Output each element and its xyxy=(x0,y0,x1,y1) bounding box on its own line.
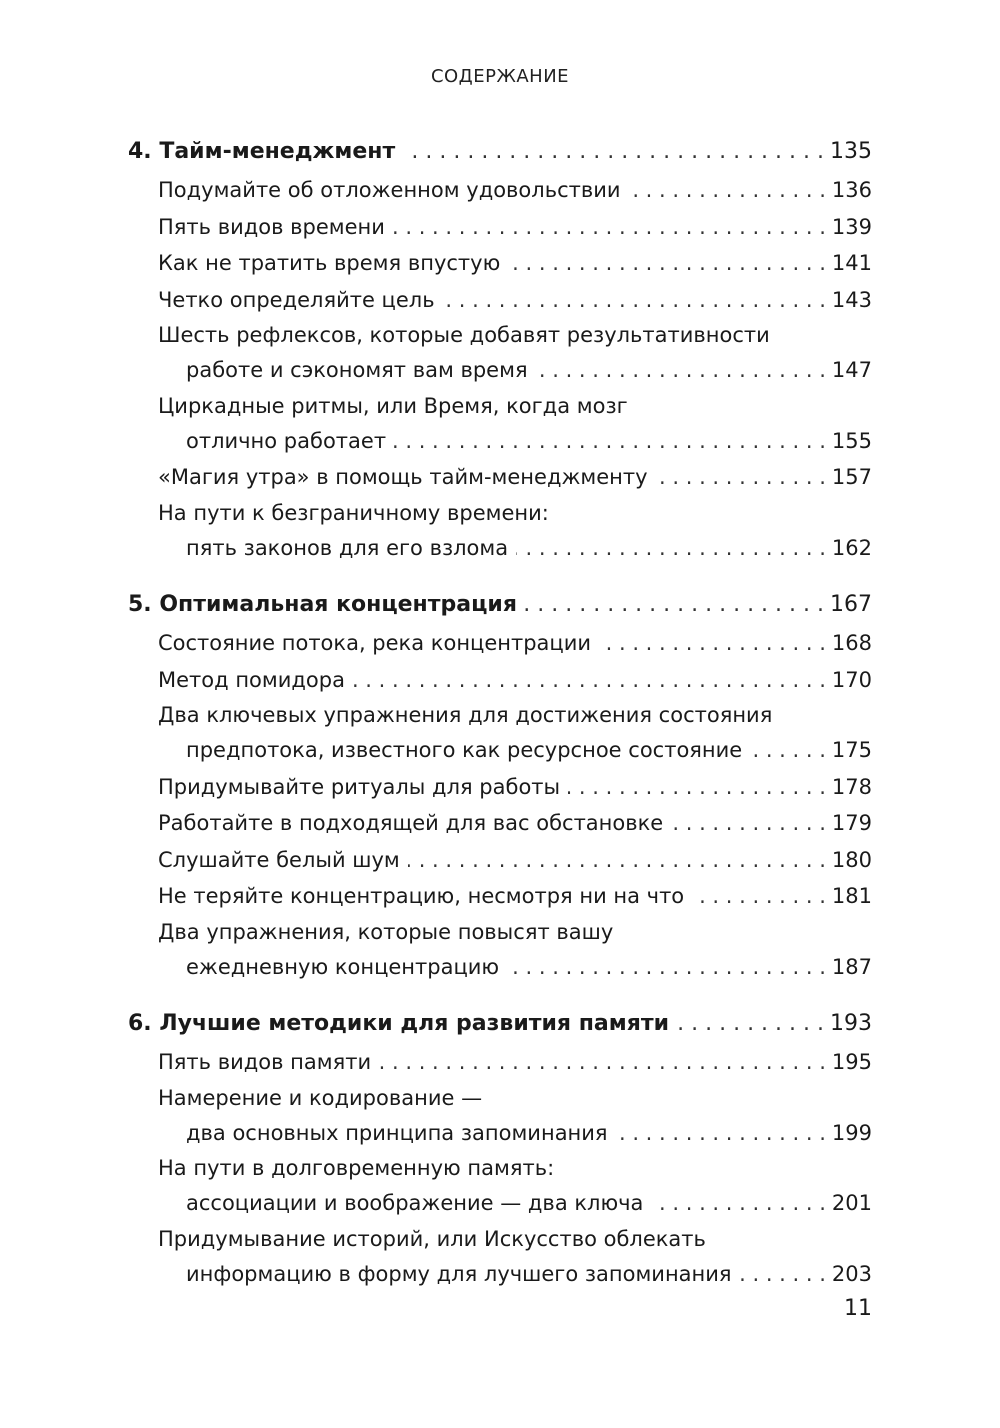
toc-entry-line xyxy=(158,949,872,986)
toc-entry[interactable] xyxy=(158,172,872,209)
toc-entry[interactable] xyxy=(158,1044,872,1081)
toc-entry-text: Состояние потока, река концентрации xyxy=(158,631,592,655)
toc-entry-text: Пять видов памяти xyxy=(158,1050,372,1074)
toc-entry-page-number: 143 xyxy=(831,287,872,312)
toc-entry-text: предпотока, известного как ресурсное состояние xyxy=(186,738,743,762)
chapter-page-number: 167 xyxy=(830,592,872,617)
dot-leader xyxy=(651,1185,825,1222)
toc-entry-text: отлично работает xyxy=(186,428,387,453)
toc-entry[interactable] xyxy=(158,1151,872,1222)
toc-entry-line xyxy=(158,1256,872,1293)
chapter-title-row[interactable] xyxy=(128,585,872,625)
toc-entry-line xyxy=(158,769,872,806)
dot-leader xyxy=(677,1004,824,1044)
dot-leader xyxy=(394,423,826,460)
toc-entry[interactable] xyxy=(158,1222,872,1293)
toc-entry[interactable] xyxy=(158,1081,872,1152)
dot-leader xyxy=(408,842,826,879)
toc-entry-text: «Магия утра» в помощь тайм-менеджменту xyxy=(158,465,648,489)
toc-entry-line xyxy=(158,352,872,389)
toc-entry-page-number: 157 xyxy=(831,465,872,489)
dot-leader xyxy=(516,530,826,567)
toc-entry[interactable] xyxy=(158,915,872,986)
toc-entry[interactable] xyxy=(158,282,872,319)
toc-entry[interactable] xyxy=(158,805,872,842)
toc-entry-line xyxy=(158,698,872,732)
toc-entry-page-number: 203 xyxy=(831,1261,872,1286)
toc-entry-text: Не теряйте концентрацию, несмотря ни на что xyxy=(158,884,685,908)
toc-entry-text: два основных принципа запоминания xyxy=(186,1120,608,1145)
toc-entry-page-number: 178 xyxy=(831,774,872,799)
chapter-page-number: 193 xyxy=(830,1011,872,1036)
toc-entry-page-number: 170 xyxy=(831,667,872,692)
toc-entry[interactable] xyxy=(158,459,872,496)
toc-entry-page-number: 141 xyxy=(831,251,872,275)
toc-entry-text: ассоциации и воображение — два ключа xyxy=(186,1191,644,1215)
toc-chapter xyxy=(128,132,872,566)
toc-entry-text: Шесть рефлексов, которые добавят результативности xyxy=(158,323,770,347)
toc-entry-line xyxy=(158,732,872,769)
toc-entry-page-number: 168 xyxy=(831,631,872,655)
dot-leader xyxy=(629,172,826,209)
toc-entry-line xyxy=(158,496,872,530)
toc-entry-text: Два упражнения, которые повысят вашу xyxy=(158,919,614,944)
toc-entry-page-number: 201 xyxy=(831,1191,872,1215)
toc-entry-line xyxy=(158,245,872,282)
toc-entry-line xyxy=(158,1185,872,1222)
toc-entry[interactable] xyxy=(158,318,872,389)
toc-entry-page-number: 139 xyxy=(831,214,872,239)
toc-entry-text: На пути к безграничному времени: xyxy=(158,500,549,525)
toc-entry-text: Два ключевых упражнения для достижения состояния xyxy=(158,703,773,727)
toc-entry-text: Намерение и кодирование — xyxy=(158,1085,483,1110)
toc-entry[interactable] xyxy=(158,496,872,567)
toc-entry-line xyxy=(158,805,872,842)
dot-leader xyxy=(599,625,826,662)
toc-entry-line xyxy=(158,459,872,496)
toc-entry-page-number: 162 xyxy=(831,535,872,560)
dot-leader xyxy=(750,732,826,769)
toc-chapter xyxy=(128,1004,872,1292)
toc-entry-line xyxy=(158,423,872,460)
toc-entry-page-number: 187 xyxy=(831,954,872,979)
dot-leader xyxy=(671,805,826,842)
toc-entry-page-number: 136 xyxy=(831,178,872,202)
toc-entry[interactable] xyxy=(158,625,872,662)
toc-entry-page-number: 179 xyxy=(831,811,872,835)
chapter-page-number: 135 xyxy=(830,139,872,164)
toc-entry-page-number: 180 xyxy=(831,847,872,872)
chapter-title: 5. Оптимальная концентрация xyxy=(128,592,517,617)
toc-entry-line xyxy=(158,318,872,352)
toc-entry-text: Подумайте об отложенном удовольствии xyxy=(158,178,621,202)
dot-leader xyxy=(656,459,826,496)
toc-entry-line xyxy=(158,389,872,423)
running-header: СОДЕРЖАНИЕ xyxy=(430,66,570,87)
toc-entry-text: Как не тратить время впустую xyxy=(158,251,501,275)
toc-entry-line xyxy=(158,530,872,567)
toc-entry-line xyxy=(158,915,872,949)
toc-entry[interactable] xyxy=(158,209,872,246)
dot-leader xyxy=(443,282,826,319)
toc-entry-text: Метод помидора xyxy=(158,667,345,692)
dot-leader xyxy=(616,1115,826,1152)
dot-leader xyxy=(525,585,824,625)
toc-entry[interactable] xyxy=(158,389,872,460)
toc-entry[interactable] xyxy=(158,662,872,699)
toc-entry-line xyxy=(158,282,872,319)
chapter-title: 6. Лучшие методики для развития памяти xyxy=(128,1011,670,1036)
toc-entry-line xyxy=(158,662,872,699)
toc-entry-line xyxy=(158,1081,872,1115)
toc-entry-line xyxy=(158,842,872,879)
toc-entry-line xyxy=(158,1222,872,1256)
dot-leader xyxy=(393,209,826,246)
toc-entry-line xyxy=(158,878,872,915)
dot-leader xyxy=(353,662,826,699)
toc-entry[interactable] xyxy=(158,878,872,915)
dot-leader xyxy=(692,878,826,915)
chapter-title-row[interactable] xyxy=(128,132,872,172)
toc-entry-text: Циркадные ритмы, или Время, когда мозг xyxy=(158,393,628,418)
toc-entry-text: Слушайте белый шум xyxy=(158,847,400,872)
toc-entry-line xyxy=(158,209,872,246)
toc-entry-text: Пять видов времени xyxy=(158,214,385,239)
chapter-title: 4. Тайм-менеджмент xyxy=(128,139,396,164)
page-number: 11 xyxy=(844,1296,872,1321)
toc-entry-page-number: 195 xyxy=(831,1050,872,1074)
toc-entry-text: На пути в долговременную память: xyxy=(158,1156,555,1180)
toc-entry-page-number: 175 xyxy=(831,738,872,762)
table-of-contents xyxy=(128,132,872,1311)
toc-entry-text: пять законов для его взлома xyxy=(186,535,509,560)
toc-entry[interactable] xyxy=(158,698,872,769)
toc-entry-text: Работайте в подходящей для вас обстановке xyxy=(158,811,664,835)
chapter-title-row[interactable] xyxy=(128,1004,872,1044)
toc-entry-text: Придумывание историй, или Искусство облекать xyxy=(158,1226,706,1251)
toc-entry-text: Придумывайте ритуалы для работы xyxy=(158,774,561,799)
toc-entry-line xyxy=(158,1044,872,1081)
toc-entry-text: Четко определяйте цель xyxy=(158,287,435,312)
toc-entry[interactable] xyxy=(158,245,872,282)
toc-chapter xyxy=(128,585,872,985)
dot-leader xyxy=(740,1256,826,1293)
toc-entry-line xyxy=(158,625,872,662)
dot-leader xyxy=(568,769,826,806)
dot-leader xyxy=(379,1044,826,1081)
toc-entry-page-number: 181 xyxy=(831,884,872,908)
dot-leader xyxy=(507,949,826,986)
dot-leader xyxy=(403,132,824,172)
toc-entry-text: работе и сэкономят вам время xyxy=(186,358,528,382)
dot-leader xyxy=(508,245,826,282)
toc-entry[interactable] xyxy=(158,842,872,879)
dot-leader xyxy=(536,352,826,389)
toc-entry-page-number: 155 xyxy=(831,428,872,453)
toc-entry-page-number: 147 xyxy=(831,358,872,382)
toc-entry-text: ежедневную концентрацию xyxy=(186,954,500,979)
toc-entry-text: информацию в форму для лучшего запоминания xyxy=(186,1261,732,1286)
toc-entry-line xyxy=(158,172,872,209)
toc-entry[interactable] xyxy=(158,769,872,806)
toc-entry-line xyxy=(158,1151,872,1185)
toc-entry-line xyxy=(158,1115,872,1152)
toc-entry-page-number: 199 xyxy=(831,1120,872,1145)
